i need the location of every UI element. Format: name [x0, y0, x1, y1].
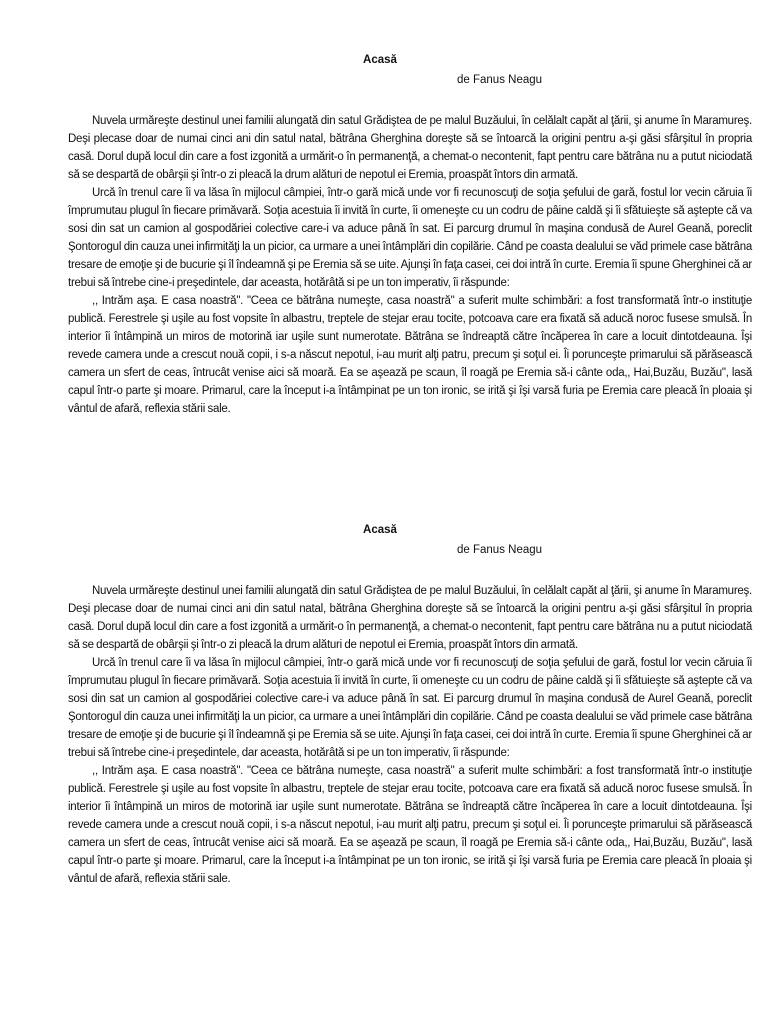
document-section — [68, 52, 752, 418]
document-author: de Fanus Neagu — [457, 74, 543, 86]
body-paragraph: Nuvela urmăreşte destinul unei familii alungată din satul Grădiştea de pe malul Buzăului, în celălalt capăt al ţării, şi anume în Maramureş. Deşi plecase doar de numai cinci ani din satul natal, bătrâna Gherghina doreşte să se întoarcă la origini pentru a-şi găsi sfârşitul în propria casă. Dorul după locul din care a fost izgonită a urmărit-o în permanenţă, a chemat-o necontenit, fapt pentru care bătrâna nu a putut niciodată să se despartă de obârşii şi într-o zi pleacă la drum alături de nepotul ei Eremia, proaspăt întors din armată. — [68, 115, 752, 181]
body-paragraph: Urcă în trenul care îi va lăsa în mijlocul câmpiei, într-o gară mică unde vor fi recunoscuţi de soţia şefului de gară, fostul lor vecin căruia îi împrumutau plugul în fiecare primăvară. Soţia acestuia îi invită în curte, îi omeneşte cu un codru de pâine caldă şi îi sfătuieşte să aştepte că va sosi din sat un camion al gospodăriei colective care-i va aduce până în sat. Ei parcurg drumul în maşina condusă de Aurel Geană, poreclit Şontorogul din cauza unei infirmităţi la un picior, ca urmare a unei întâmplări din copilărie. Când pe coasta dealului se văd primele case bătrâna tresare de emoţie şi de bucurie şi îl îndeamnă şi pe Eremia să se uite. Ajunşi în faţa casei, cei doi intră în curte. Eremia îi spune Gherghinei că ar trebui să întrebe cine-i preşedintele, dar aceasta, hotărâtă si pe un ton imperativ, îi răspunde: — [68, 187, 752, 289]
body-paragraph: Urcă în trenul care îi va lăsa în mijlocul câmpiei, într-o gară mică unde vor fi recunoscuţi de soţia şefului de gară, fostul lor vecin căruia îi împrumutau plugul în fiecare primăvară. Soţia acestuia îi invită în curte, îi omeneşte cu un codru de pâine caldă şi îi sfătuieşte să aştepte că va sosi din sat un camion al gospodăriei colective care-i va aduce până în sat. Ei parcurg drumul în maşina condusă de Aurel Geană, poreclit Şontorogul din cauza unei infirmităţi la un picior, ca urmare a unei întâmplări din copilărie. Când pe coasta dealului se văd primele case bătrâna tresare de emoţie şi de bucurie şi îl îndeamnă şi pe Eremia să se uite. Ajunşi în faţa casei, cei doi intră în curte. Eremia îi spune Gherghinei că ar trebui să întrebe cine-i preşedintele, dar aceasta, hotărâtă si pe un ton imperativ, îi răspunde: — [68, 657, 752, 759]
body-paragraph: ,, Intrăm aşa. E casa noastră". "Ceea ce bătrâna numeşte, casa noastră" a suferit multe schimbări: a fost transformată într-o instituţie publică. Ferestrele şi uşile au fost vopsite în albastru, treptele de stejar erau tocite, potcoava care era fixată să aducă noroc fusese smulsă. În interior îi întâmpină un miros de motorină iar uşile sunt numerotate. Bătrâna se îndreaptă către încăperea în care a locuit dintotdeauna. Îşi revede camera unde a crescut nouă copii, i s-a născut nepotul, i-au murit alţi patru, precum şi soţul ei. Îi porunceşte primarului să părăsească camera un sfert de ceas, întrucât venise aici să moară. Ea se aşează pe scaun, îl roagă pe Eremia să-i cânte oda,, Hai,Buzău, Buzău", lasă capul într-o parte şi moare. Primarul, care la început i-a întâmpinat pe un ton ironic, se irită şi îşi varsă furia pe Eremia care pleacă în ploaia şi vântul de afară, reflexia stării sale. — [68, 295, 752, 415]
body-paragraph: Nuvela urmăreşte destinul unei familii alungată din satul Grădiştea de pe malul Buzăului, în celălalt capăt al ţării, şi anume în Maramureş. Deşi plecase doar de numai cinci ani din satul natal, bătrâna Gherghina doreşte să se întoarcă la origini pentru a-şi găsi sfârşitul în propria casă. Dorul după locul din care a fost izgonită a urmărit-o în permanenţă, a chemat-o necontenit, fapt pentru care bătrâna nu a putut niciodată să se despartă de obârşii şi într-o zi pleacă la drum alături de nepotul ei Eremia, proaspăt întors din armată. — [68, 585, 752, 651]
body-paragraph: ,, Intrăm aşa. E casa noastră". "Ceea ce bătrâna numeşte, casa noastră" a suferit multe schimbări: a fost transformată într-o instituţie publică. Ferestrele şi uşile au fost vopsite în albastru, treptele de stejar erau tocite, potcoava care era fixată să aducă noroc fusese smulsă. În interior îi întâmpină un miros de motorină iar uşile sunt numerotate. Bătrâna se îndreaptă către încăperea în care a locuit dintotdeauna. Îşi revede camera unde a crescut nouă copii, i s-a născut nepotul, i-au murit alţi patru, precum şi soţul ei. Îi porunceşte primarului să părăsească camera un sfert de ceas, întrucât venise aici să moară. Ea se aşează pe scaun, îl roagă pe Eremia să-i cânte oda,, Hai,Buzău, Buzău", lasă capul într-o parte şi moare. Primarul, care la început i-a întâmpinat pe un ton ironic, se irită şi îşi varsă furia pe Eremia care pleacă în ploaia şi vântul de afară, reflexia stării sale. — [68, 765, 752, 885]
document-title: Acasă — [363, 54, 397, 66]
document-title: Acasă — [363, 524, 397, 536]
document-section — [68, 522, 752, 888]
document-author: de Fanus Neagu — [457, 544, 543, 556]
